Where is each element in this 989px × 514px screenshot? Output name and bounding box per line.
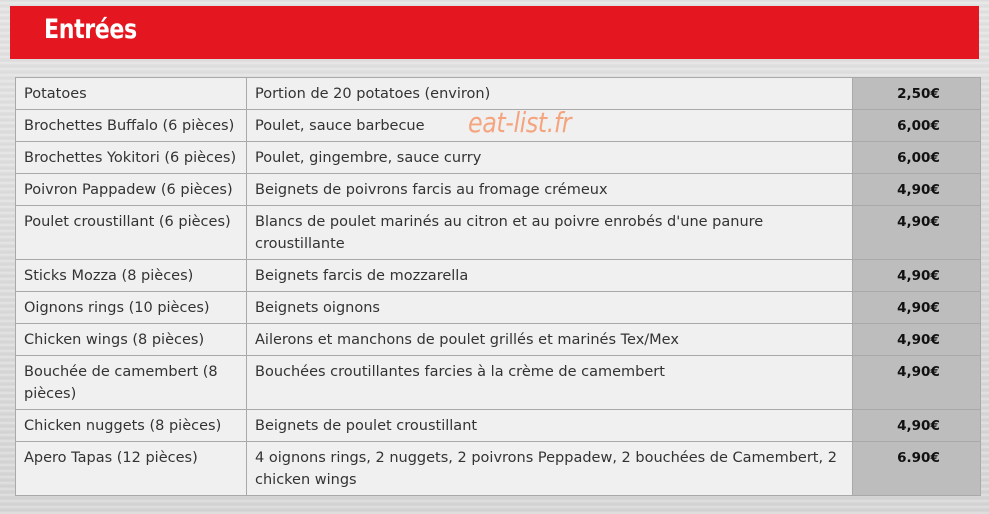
section-header <box>10 6 979 59</box>
item-name: Poulet croustillant (6 pièces) <box>16 206 247 260</box>
item-name: Chicken nuggets (8 pièces) <box>16 410 247 442</box>
item-price: 4,90€ <box>853 356 981 410</box>
item-name: Apero Tapas (12 pièces) <box>16 442 247 496</box>
table-row <box>16 410 981 442</box>
menu-table <box>15 77 981 496</box>
table-row <box>16 206 981 260</box>
item-description: 4 oignons rings, 2 nuggets, 2 poivrons Peppadew, 2 bouchées de Camembert, 2 chicken wings <box>247 442 853 496</box>
item-price: 2,50€ <box>853 78 981 110</box>
table-row <box>16 356 981 410</box>
item-name: Sticks Mozza (8 pièces) <box>16 260 247 292</box>
item-price: 6.90€ <box>853 442 981 496</box>
item-price: 4,90€ <box>853 410 981 442</box>
item-price: 6,00€ <box>853 142 981 174</box>
table-row <box>16 324 981 356</box>
item-description: Portion de 20 potatoes (environ) <box>247 78 853 110</box>
item-description: Beignets de poulet croustillant <box>247 410 853 442</box>
item-name: Bouchée de camembert (8 pièces) <box>16 356 247 410</box>
item-name: Poivron Pappadew (6 pièces) <box>16 174 247 206</box>
item-description: Blancs de poulet marinés au citron et au poivre enrobés d'une panure croustillante <box>247 206 853 260</box>
item-name: Potatoes <box>16 78 247 110</box>
item-price: 4,90€ <box>853 324 981 356</box>
item-price: 4,90€ <box>853 174 981 206</box>
item-description: Bouchées croutillantes farcies à la crème de camembert <box>247 356 853 410</box>
item-price: 4,90€ <box>853 260 981 292</box>
watermark-text: eat-list.fr <box>468 106 572 139</box>
item-name: Brochettes Yokitori (6 pièces) <box>16 142 247 174</box>
table-row <box>16 78 981 110</box>
item-description: Beignets de poivrons farcis au fromage crémeux <box>247 174 853 206</box>
item-price: 4,90€ <box>853 206 981 260</box>
table-row <box>16 174 981 206</box>
item-name: Brochettes Buffalo (6 pièces) <box>16 110 247 142</box>
item-price: 6,00€ <box>853 110 981 142</box>
item-description: Poulet, sauce barbecue <box>247 110 853 142</box>
table-row <box>16 260 981 292</box>
table-row <box>16 442 981 496</box>
item-description: Beignets oignons <box>247 292 853 324</box>
section-title: Entrées <box>44 14 137 45</box>
table-row <box>16 292 981 324</box>
table-row <box>16 110 981 142</box>
item-description: Poulet, gingembre, sauce curry <box>247 142 853 174</box>
item-name: Oignons rings (10 pièces) <box>16 292 247 324</box>
item-description: Ailerons et manchons de poulet grillés et marinés Tex/Mex <box>247 324 853 356</box>
item-description: Beignets farcis de mozzarella <box>247 260 853 292</box>
item-price: 4,90€ <box>853 292 981 324</box>
item-name: Chicken wings (8 pièces) <box>16 324 247 356</box>
table-row <box>16 142 981 174</box>
